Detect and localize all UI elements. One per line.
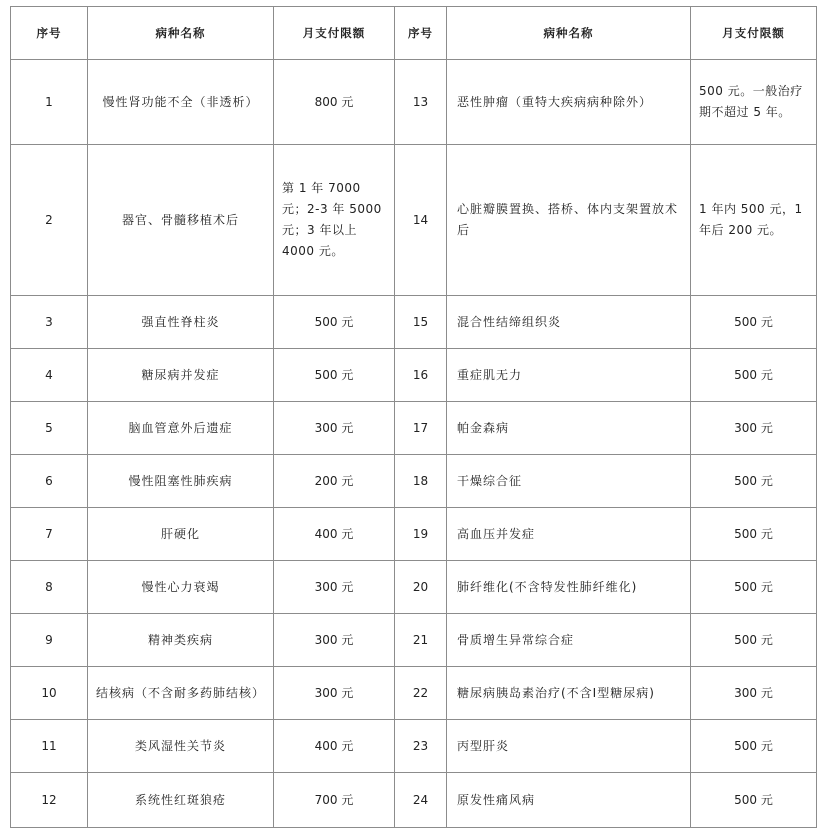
serial-number: 10: [11, 667, 88, 720]
header-serial-number: 序号: [11, 7, 88, 60]
disease-name: 慢性肾功能不全（非透析）: [88, 60, 274, 145]
disease-name: 结核病（不含耐多药肺结核）: [88, 667, 274, 720]
monthly-limit: 200 元: [274, 455, 395, 508]
disease-name: 帕金森病: [447, 402, 691, 455]
disease-name: 骨质增生异常综合症: [447, 614, 691, 667]
disease-name: 脑血管意外后遗症: [88, 402, 274, 455]
disease-name: 原发性痛风病: [447, 773, 691, 828]
disease-name: 高血压并发症: [447, 508, 691, 561]
disease-name: 慢性心力衰竭: [88, 561, 274, 614]
table-row: [11, 773, 817, 828]
serial-number: 15: [395, 296, 447, 349]
disease-name: 糖尿病胰岛素治疗(不含Ⅰ型糖尿病): [447, 667, 691, 720]
monthly-limit: 300 元: [274, 614, 395, 667]
serial-number: 2: [11, 145, 88, 296]
serial-number: 24: [395, 773, 447, 828]
monthly-limit: 300 元: [691, 667, 817, 720]
table-row: [11, 561, 817, 614]
monthly-limit: 500 元: [691, 508, 817, 561]
serial-number: 22: [395, 667, 447, 720]
table-row: [11, 402, 817, 455]
table-row: [11, 667, 817, 720]
disease-name: 类风湿性关节炎: [88, 720, 274, 773]
monthly-limit: 500 元。一般治疗期不超过 5 年。: [691, 60, 817, 145]
serial-number: 16: [395, 349, 447, 402]
table-row: [11, 60, 817, 145]
serial-number: 18: [395, 455, 447, 508]
table-header-row: [11, 7, 817, 60]
monthly-limit: 500 元: [691, 349, 817, 402]
serial-number: 17: [395, 402, 447, 455]
serial-number: 3: [11, 296, 88, 349]
disease-name: 重症肌无力: [447, 349, 691, 402]
serial-number: 20: [395, 561, 447, 614]
serial-number: 13: [395, 60, 447, 145]
serial-number: 14: [395, 145, 447, 296]
disease-name: 肝硬化: [88, 508, 274, 561]
monthly-limit: 500 元: [691, 561, 817, 614]
table-row: [11, 145, 817, 296]
monthly-limit: 300 元: [274, 667, 395, 720]
serial-number: 23: [395, 720, 447, 773]
monthly-limit: 300 元: [274, 402, 395, 455]
serial-number: 12: [11, 773, 88, 828]
disease-name: 系统性红斑狼疮: [88, 773, 274, 828]
table-row: [11, 296, 817, 349]
serial-number: 5: [11, 402, 88, 455]
serial-number: 1: [11, 60, 88, 145]
serial-number: 19: [395, 508, 447, 561]
monthly-limit: 500 元: [274, 349, 395, 402]
table-row: [11, 720, 817, 773]
header-monthly-limit-2: 月支付限额: [691, 7, 817, 60]
header-disease-name: 病种名称: [88, 7, 274, 60]
monthly-limit: 500 元: [691, 296, 817, 349]
serial-number: 6: [11, 455, 88, 508]
monthly-limit: 第 1 年 7000 元；2-3 年 5000 元；3 年以上 4000 元。: [274, 145, 395, 296]
monthly-limit: 800 元: [274, 60, 395, 145]
serial-number: 11: [11, 720, 88, 773]
disease-name: 器官、骨髓移植术后: [88, 145, 274, 296]
disease-name: 肺纤维化(不含特发性肺纤维化): [447, 561, 691, 614]
header-disease-name-2: 病种名称: [447, 7, 691, 60]
monthly-limit: 300 元: [691, 402, 817, 455]
disease-name: 慢性阻塞性肺疾病: [88, 455, 274, 508]
disease-name: 混合性结缔组织炎: [447, 296, 691, 349]
disease-name: 丙型肝炎: [447, 720, 691, 773]
monthly-limit: 1 年内 500 元，1 年后 200 元。: [691, 145, 817, 296]
monthly-limit: 500 元: [691, 614, 817, 667]
disease-name: 干燥综合征: [447, 455, 691, 508]
table-row: [11, 455, 817, 508]
disease-name: 心脏瓣膜置换、搭桥、体内支架置放术后: [447, 145, 691, 296]
serial-number: 9: [11, 614, 88, 667]
serial-number: 8: [11, 561, 88, 614]
serial-number: 7: [11, 508, 88, 561]
table-row: [11, 508, 817, 561]
monthly-limit: 500 元: [691, 773, 817, 828]
table-row: [11, 349, 817, 402]
serial-number: 4: [11, 349, 88, 402]
monthly-limit: 500 元: [691, 720, 817, 773]
disease-name: 糖尿病并发症: [88, 349, 274, 402]
monthly-limit: 700 元: [274, 773, 395, 828]
disease-payment-limit-table: [10, 6, 817, 828]
disease-name: 恶性肿瘤（重特大疾病病种除外）: [447, 60, 691, 145]
disease-name: 精神类疾病: [88, 614, 274, 667]
header-monthly-limit: 月支付限额: [274, 7, 395, 60]
disease-name: 强直性脊柱炎: [88, 296, 274, 349]
serial-number: 21: [395, 614, 447, 667]
monthly-limit: 400 元: [274, 508, 395, 561]
monthly-limit: 500 元: [274, 296, 395, 349]
header-serial-number-2: 序号: [395, 7, 447, 60]
table-row: [11, 614, 817, 667]
monthly-limit: 500 元: [691, 455, 817, 508]
monthly-limit: 300 元: [274, 561, 395, 614]
monthly-limit: 400 元: [274, 720, 395, 773]
